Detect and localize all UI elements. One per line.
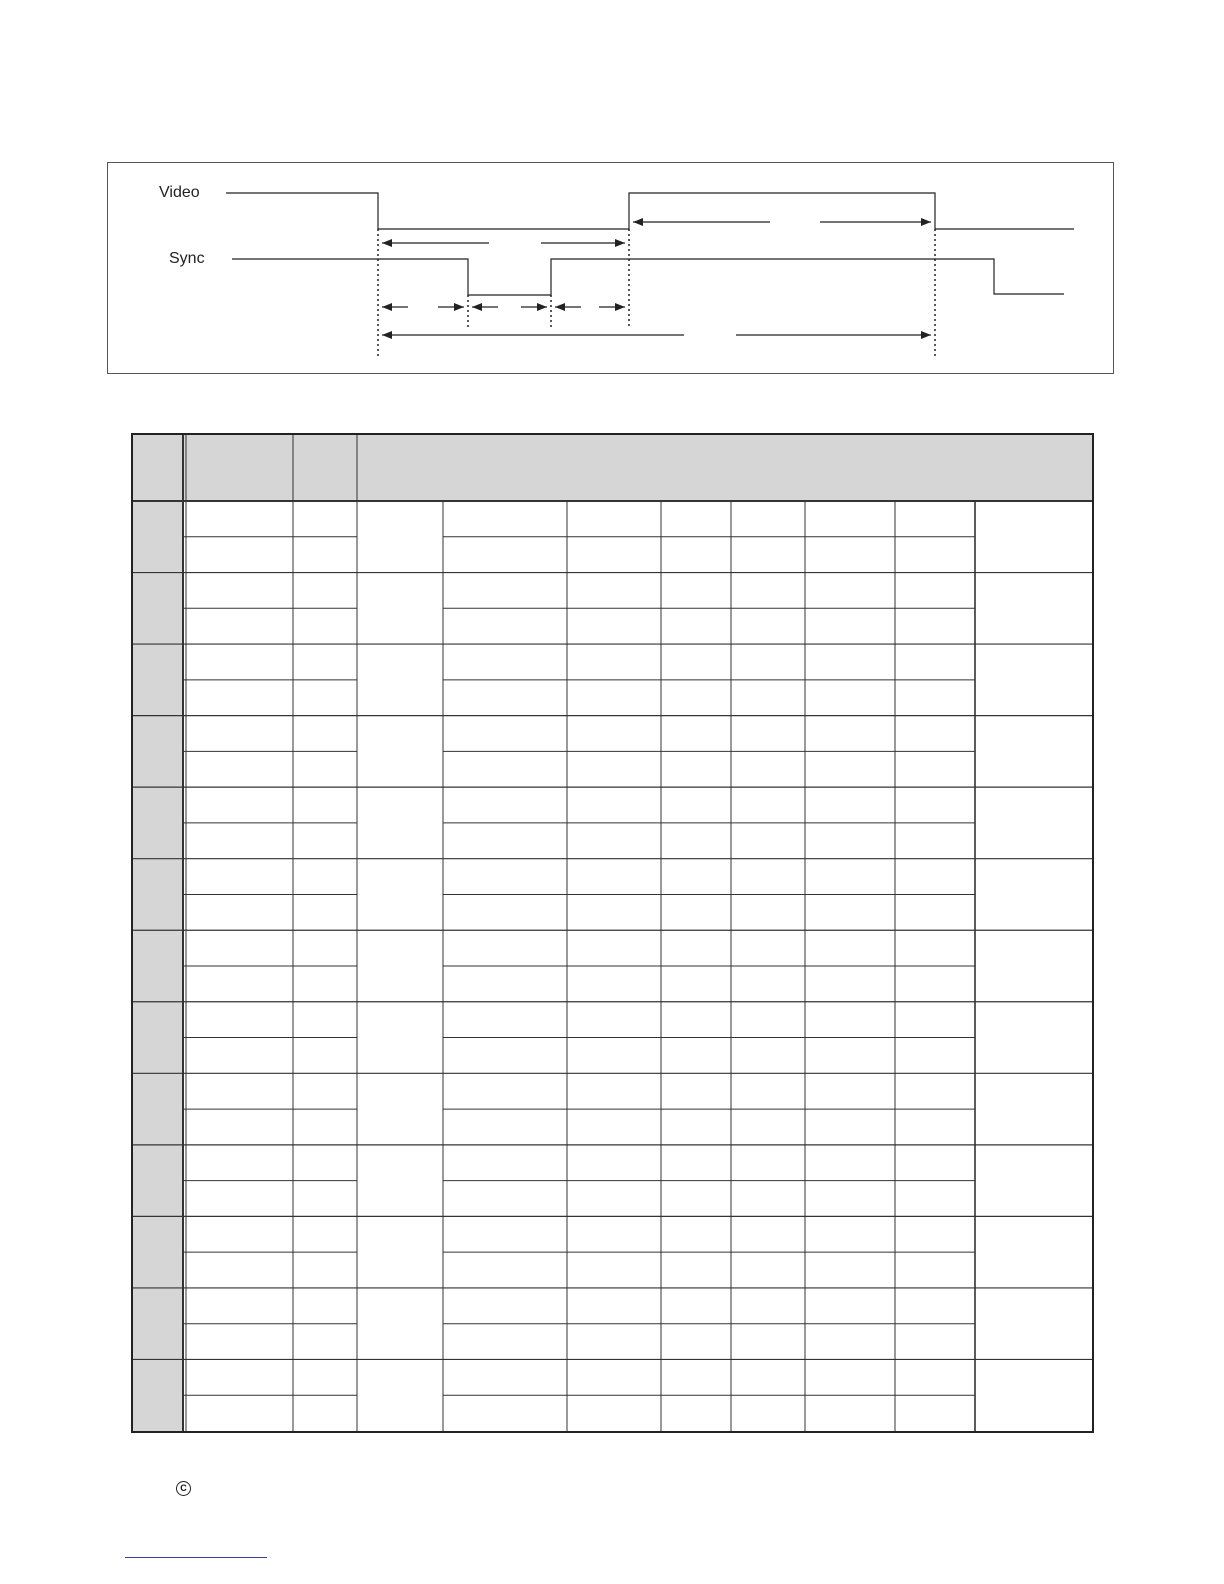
sync-waveform xyxy=(232,259,1064,295)
timing-diagram-svg xyxy=(108,163,1115,375)
sync-label: Sync xyxy=(169,250,205,267)
timing-table xyxy=(131,433,1094,1433)
video-waveform xyxy=(226,193,1074,229)
table-side-column xyxy=(133,501,183,1431)
table-header xyxy=(133,435,1092,501)
footer-link[interactable] xyxy=(125,1557,267,1558)
copyright-icon: C xyxy=(176,1481,191,1496)
timing-table-grid xyxy=(133,435,1092,1431)
timing-diagram xyxy=(107,162,1114,374)
video-label: Video xyxy=(159,184,200,201)
